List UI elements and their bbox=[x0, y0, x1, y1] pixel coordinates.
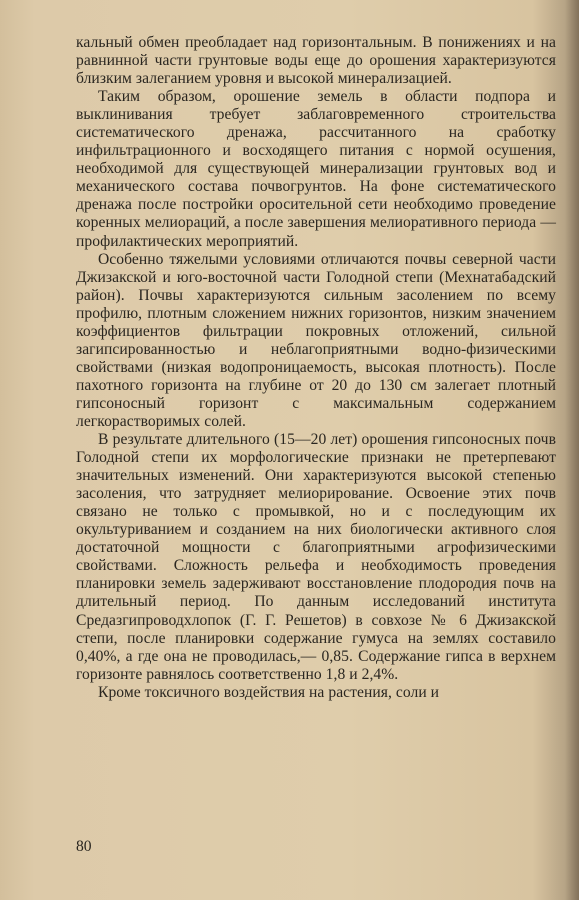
body-text bbox=[76, 34, 556, 702]
paragraph-soil-conditions: Особенно тяжелыми условиями отличаются почвы северной части Джизакской и юго-восточной части Голодной степи (Мехнатабадский район). Почвы характеризуются сильным засолением по всему профилю, плотным сложением нижних горизонтов, низким значением коэффициентов фильтрации покровных отложений, сильной загипсированностью и неблагоприятными водно-физическими свойствами (низкая водопроницаемость, высокая плотность). После пахотного горизонта на глубине от 20 до 130 см залегает плотный гипсоносный горизонт с максимальным содержанием легкорастворимых солей. bbox=[76, 250, 556, 430]
paragraph-drainage: Таким образом, орошение земель в области подпора и выклинивания требует заблаговременного строительства систематического дренажа, рассчитанного на сработку инфильтрационного и восходящего питания с нормой осушения, необходимой для существующей минерализации грунтовых вод и механического состава почвогрунтов. На фоне систематического дренажа после постройки оросительной сети необходимо проведение коренных мелиораций, а после завершения мелиоративного периода — профилактических мероприятий. bbox=[76, 88, 556, 250]
paragraph-irrigation-results: В результате длительного (15—20 лет) орошения гипсоносных почв Голодной степи их морфологические признаки не претерпевают значительных изменений. Они характеризуются высокой степенью засоления, что затрудняет мелиорирование. Освоение этих почв связано не только с промывкой, но и с последующим их окультуриванием и созданием на них биологически активного слоя достаточной мощности с благоприятными агрофизическими свойствами. Сложность рельефа и необходимость проведения планировки земель задерживают восстановление плодородия почв на длительный период. По данным исследований института Средазгипроводхлопок (Г. Г. Решетов) в совхозе № 6 Джизакской степи, после планировки содержание гумуса на землях составило 0,40%, а где она не проводилась,— 0,85. Содержание гипса в верхнем горизонте равнялось соответственно 1,8 и 2,4%. bbox=[76, 431, 556, 683]
paragraph-toxicity: Кроме токсичного воздействия на растения, соли и bbox=[98, 683, 440, 701]
paragraph-continuation: кальный обмен преобладает над горизонтальным. В понижениях и на равнинной части грунтовые воды еще до орошения характеризуются близким залеганием уровня и высокой минерализацией. bbox=[76, 34, 556, 88]
page-edge-shadow bbox=[565, 0, 579, 900]
page-number: 80 bbox=[76, 838, 92, 855]
